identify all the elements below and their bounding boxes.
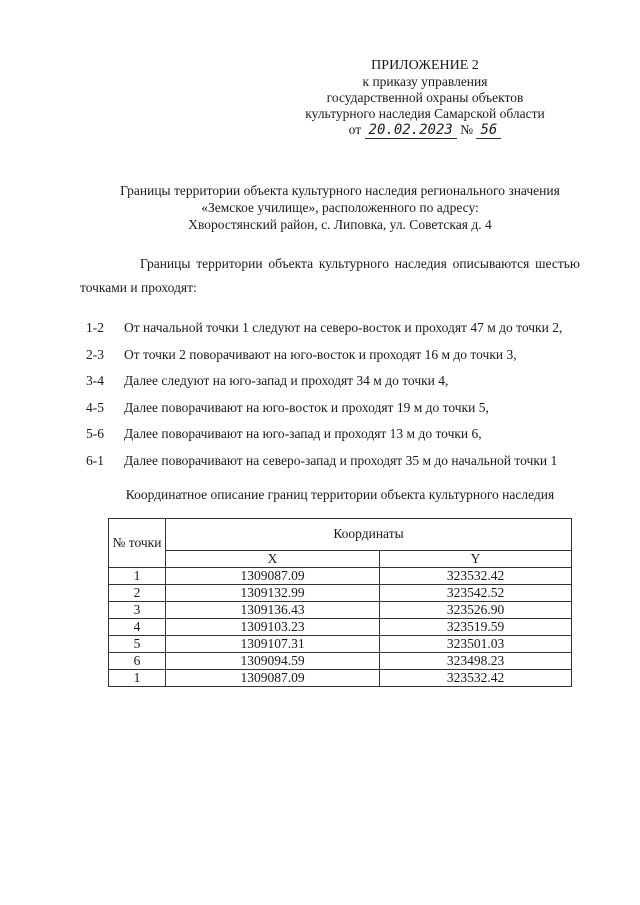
- cell-y: 323526.90: [380, 602, 572, 619]
- column-header-point: № точки: [109, 519, 166, 568]
- table-row: [109, 636, 572, 653]
- cell-y: 323501.03: [380, 636, 572, 653]
- appendix-title: ПРИЛОЖЕНИЕ 2: [371, 58, 479, 73]
- cell-point: 1: [109, 568, 166, 585]
- segment-text: Далее поворачивают на юго-запад и проходят 13 м до точки 6,: [124, 426, 482, 441]
- cell-x: 1309136.43: [166, 602, 380, 619]
- cell-point: 1: [109, 670, 166, 687]
- appendix-line-1: к приказу управления: [362, 74, 488, 89]
- table-row: [109, 653, 572, 670]
- appendix-header: [300, 58, 550, 138]
- cell-point: 3: [109, 602, 166, 619]
- segment-item: [86, 395, 606, 422]
- intro-text: Границы территории объекта культурного наследия описываются шестью точками и проходят:: [80, 256, 580, 295]
- cell-point: 6: [109, 653, 166, 670]
- segment-item: [86, 448, 606, 475]
- cell-point: 5: [109, 636, 166, 653]
- appendix-line-2: государственной охраны объектов: [326, 90, 524, 105]
- segment-id: 5-6: [86, 426, 104, 441]
- column-header-y: Y: [380, 550, 572, 567]
- order-date-line: [300, 122, 550, 138]
- boundary-segments: [86, 315, 606, 474]
- cell-x: 1309087.09: [166, 568, 380, 585]
- column-header-x: X: [166, 550, 380, 567]
- table-row: [109, 602, 572, 619]
- segment-id: 4-5: [86, 399, 104, 415]
- segment-text: От начальной точки 1 следуют на северо-восток и проходят 47 м до точки 2,: [124, 320, 563, 335]
- table-row: [109, 670, 572, 687]
- segment-id: 2-3: [86, 346, 104, 362]
- cell-x: 1309107.31: [166, 636, 380, 653]
- appendix-line-3: культурного наследия Самарской области: [305, 106, 545, 121]
- cell-point: 2: [109, 585, 166, 602]
- date-prefix: от: [348, 122, 362, 137]
- segment-text: Далее поворачивают на юго-восток и проходят 19 м до точки 5,: [124, 399, 489, 415]
- document-title-line-1: Границы территории объекта культурного наследия регионального значения: [120, 183, 560, 198]
- cell-y: 323532.42: [380, 568, 572, 585]
- table-caption: Координатное описание границ территории объекта культурного наследия: [125, 487, 555, 502]
- document-title: [90, 182, 590, 233]
- cell-x: 1309094.59: [166, 653, 380, 670]
- segment-id: 1-2: [86, 320, 104, 335]
- cell-y: 323498.23: [380, 653, 572, 670]
- segment-item: [86, 368, 606, 395]
- handwritten-number: 56: [476, 122, 501, 139]
- handwritten-date: 20.02.2023: [365, 122, 457, 139]
- document-title-line-2: «Земское училище», расположенного по адресу:: [201, 200, 479, 215]
- segment-id: 6-1: [86, 452, 104, 468]
- segment-item: [86, 315, 606, 342]
- segment-text: От точки 2 поворачивают на юго-восток и проходят 16 м до точки 3,: [124, 346, 517, 362]
- intro-paragraph: [80, 252, 580, 300]
- segment-text: Далее поворачивают на северо-запад и проходят 35 м до начальной точки 1: [124, 452, 558, 468]
- cell-x: 1309087.09: [166, 670, 380, 687]
- table-row: [109, 619, 572, 636]
- segment-id: 3-4: [86, 373, 104, 388]
- number-prefix: №: [460, 122, 474, 137]
- table-row: [109, 585, 572, 602]
- table-row: [109, 568, 572, 585]
- coordinates-table: [108, 518, 572, 687]
- segment-text: Далее следуют на юго-запад и проходят 34 м до точки 4,: [124, 373, 449, 388]
- segment-item: [86, 421, 606, 448]
- cell-y: 323542.52: [380, 585, 572, 602]
- cell-point: 4: [109, 619, 166, 636]
- cell-y: 323519.59: [380, 619, 572, 636]
- document-title-line-3: Хворостянский район, с. Липовка, ул. Советская д. 4: [188, 217, 492, 232]
- column-header-coordinates: Координаты: [166, 519, 572, 551]
- cell-y: 323532.42: [380, 670, 572, 687]
- cell-x: 1309103.23: [166, 619, 380, 636]
- segment-item: [86, 342, 606, 369]
- cell-x: 1309132.99: [166, 585, 380, 602]
